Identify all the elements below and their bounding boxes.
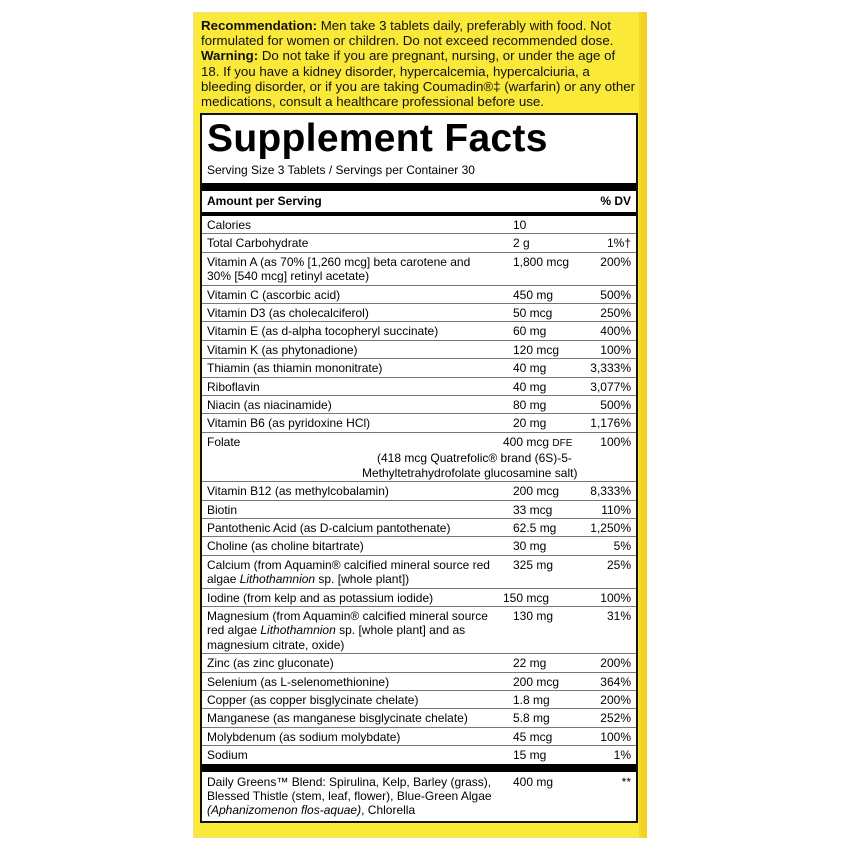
nutrient-name: Vitamin D3 (as cholecalciferol) <box>207 306 369 321</box>
nutrient-amount: 1.8 mg <box>513 692 550 707</box>
nutrient-amount: 5.8 mg <box>513 711 550 726</box>
nutrient-name: Sodium <box>207 748 248 763</box>
nutrient-rows <box>202 216 636 433</box>
nutrient-dv: 364% <box>600 674 631 689</box>
nutrient-rows <box>202 482 636 556</box>
nutrient-name: Riboflavin <box>207 379 260 394</box>
nutrient-dv: 31% <box>606 608 631 623</box>
blend-name: Daily Greens™ Blend: Spirulina, Kelp, Barley (grass), Blessed Thistle (stem, leaf, flower), Blue-Green Algae (Aphanizomenon flos-aquae), Chlorella <box>207 774 492 818</box>
nutrient-amount: 80 mg <box>513 398 547 413</box>
panel-edge <box>639 12 647 838</box>
nutrient-dv: 252% <box>600 711 631 726</box>
nutrient-dv: 1% <box>613 748 631 763</box>
nutrient-name: Vitamin K (as phytonadione) <box>207 342 358 357</box>
nutrient-name: Niacin (as niacinamide) <box>207 398 332 413</box>
nutrient-name: Folate <box>207 434 241 449</box>
nutrient-amount: 20 mg <box>513 416 547 431</box>
table-row <box>202 673 636 691</box>
folate-note: (418 mcg Quatrefolic® brand (6S)-5- Methyltetrahydrofolate glucosamine salt) <box>362 451 578 480</box>
nutrient-amount: 400 mcg DFE <box>503 434 573 449</box>
table-row <box>202 482 636 500</box>
nutrient-dv <box>585 218 631 232</box>
table-row <box>202 378 636 396</box>
table-row <box>202 304 636 322</box>
nutrient-name: Vitamin A (as 70% [1,260 mcg] beta carotene and 30% [540 mcg] retinyl acetate) <box>207 254 471 284</box>
nutrient-amount: 130 mg <box>513 608 554 623</box>
nutrient-amount: 45 mcg <box>513 729 553 744</box>
nutrient-dv: 1,176% <box>590 416 631 431</box>
daily-greens-blend-row <box>202 772 636 821</box>
nutrient-name: Magnesium (from Aquamin® calcified mineral source red algae Lithothamnion sp. [whole plant] and as magnesium citrate, oxide) <box>207 608 488 652</box>
nutrient-dv: 200% <box>600 656 631 671</box>
nutrient-amount: 50 mcg <box>513 306 553 321</box>
nutrient-name: Vitamin B6 (as pyridoxine HCl) <box>207 416 371 431</box>
nutrient-dv: 100% <box>600 342 631 357</box>
warning-label: Warning: <box>201 48 259 64</box>
nutrient-name: Calories <box>207 218 252 232</box>
table-row <box>202 537 636 555</box>
nutrient-dv: 1%† <box>606 236 631 251</box>
nutrient-amount: 325 mg <box>513 557 554 572</box>
nutrient-name: Vitamin E (as d-alpha tocopheryl succinate) <box>207 324 439 339</box>
nutrient-name: Copper (as copper bisglycinate chelate) <box>207 692 419 707</box>
nutrient-name: Molybdenum (as sodium molybdate) <box>207 729 401 744</box>
header-amount: Amount per Serving <box>207 194 322 208</box>
nutrient-amount: 200 mcg <box>513 674 560 689</box>
nutrient-rows <box>202 654 636 771</box>
table-row <box>202 589 636 607</box>
nutrient-dv: 100% <box>600 590 631 605</box>
nutrient-name: Vitamin C (ascorbic acid) <box>207 287 341 302</box>
nutrient-dv: 1,250% <box>590 520 631 535</box>
blend-amount: 400 mg <box>513 774 554 789</box>
table-row <box>202 286 636 304</box>
nutrient-dv: 100% <box>600 434 631 449</box>
nutrient-dv: 5% <box>613 539 631 554</box>
nutrient-dv: 200% <box>600 692 631 707</box>
nutrient-amount: 30 mg <box>513 539 547 554</box>
nutrient-amount: 22 mg <box>513 656 547 671</box>
table-row <box>202 728 636 746</box>
nutrient-amount: 15 mg <box>513 748 547 763</box>
table-row <box>202 433 636 482</box>
nutrient-name: Manganese (as manganese bisglycinate chelate) <box>207 711 468 726</box>
nutrient-amount: 40 mg <box>513 379 547 394</box>
nutrient-dv: 3,333% <box>590 361 631 376</box>
nutrient-amount: 120 mcg <box>513 342 560 357</box>
nutrient-dv: 3,077% <box>590 379 631 394</box>
table-row <box>202 607 636 654</box>
recommendation-label: Recommendation: <box>201 18 317 33</box>
nutrient-dv: 110% <box>601 502 631 517</box>
table-row <box>202 519 636 537</box>
header-dv: % DV <box>600 194 631 208</box>
nutrient-name: Thiamin (as thiamin mononitrate) <box>207 361 383 376</box>
nutrient-name: Selenium (as L-selenomethionine) <box>207 674 390 689</box>
table-row <box>202 654 636 672</box>
nutrient-name: Vitamin B12 (as methylcobalamin) <box>207 484 389 499</box>
nutrient-amount: 1,800 mcg <box>513 254 570 269</box>
nutrient-name: Calcium (from Aquamin® calcified mineral source red algae Lithothamnion sp. [whole plant]) <box>207 557 490 587</box>
nutrient-amount: 450 mg <box>513 287 554 302</box>
supplement-facts-table <box>200 113 638 823</box>
nutrient-amount: 2 g <box>513 236 530 251</box>
nutrient-amount: 62.5 mg <box>513 520 557 535</box>
table-row <box>202 253 636 286</box>
table-row <box>202 746 636 771</box>
nutrient-amount: 10 <box>513 218 527 232</box>
nutrient-dv: 500% <box>600 287 631 302</box>
table-row <box>202 414 636 432</box>
table-row <box>202 709 636 727</box>
nutrient-amount: 150 mcg <box>503 590 550 605</box>
nutrient-dv: 200% <box>600 254 631 269</box>
nutrient-name: Total Carbohydrate <box>207 236 309 251</box>
table-row <box>202 556 636 589</box>
facts-title: Supplement Facts <box>207 117 548 160</box>
nutrient-dv: 500% <box>600 398 631 413</box>
nutrient-name: Pantothenic Acid (as D-calcium pantothenate) <box>207 520 451 535</box>
recommendation-text: Men take 3 tablets daily, preferably with food. Not formulated for women or children. Do not exceed recommended dose. <box>201 18 614 49</box>
table-row <box>202 216 636 234</box>
table-row <box>202 341 636 359</box>
nutrient-name: Zinc (as zinc gluconate) <box>207 656 334 671</box>
nutrient-dv: 250% <box>600 306 631 321</box>
table-row <box>202 691 636 709</box>
blend-dv: ** <box>621 774 631 789</box>
table-row <box>202 501 636 519</box>
warning-text: Do not take if you are pregnant, nursing, or under the age of 18. If you have a kidney disorder, hypercalcemia, hypercalciuria, a bleeding disorder, or if you are taking Coumadin®‡ (warfarin) or any other medications, consult a healthcare professional before use. <box>201 48 636 110</box>
nutrient-amount: 40 mg <box>513 361 547 376</box>
nutrient-name: Biotin <box>207 502 238 517</box>
nutrient-dv: 25% <box>606 557 631 572</box>
nutrient-dv: 100% <box>600 729 631 744</box>
table-row <box>202 234 636 252</box>
directions-text <box>201 18 637 109</box>
nutrient-name: Iodine (from kelp and as potassium iodide) <box>207 590 434 605</box>
table-row <box>202 396 636 414</box>
table-row <box>202 359 636 377</box>
nutrient-name: Choline (as choline bitartrate) <box>207 539 364 554</box>
nutrient-dv: 400% <box>600 324 631 339</box>
nutrient-amount: 33 mcg <box>513 502 553 517</box>
nutrient-amount: 60 mg <box>513 324 547 339</box>
serving-info: Serving Size 3 Tablets / Servings per Container 30 <box>202 160 636 191</box>
table-row <box>202 322 636 340</box>
nutrient-amount: 200 mcg <box>513 484 560 499</box>
table-header <box>202 191 636 216</box>
nutrient-dv: 8,333% <box>590 484 631 499</box>
